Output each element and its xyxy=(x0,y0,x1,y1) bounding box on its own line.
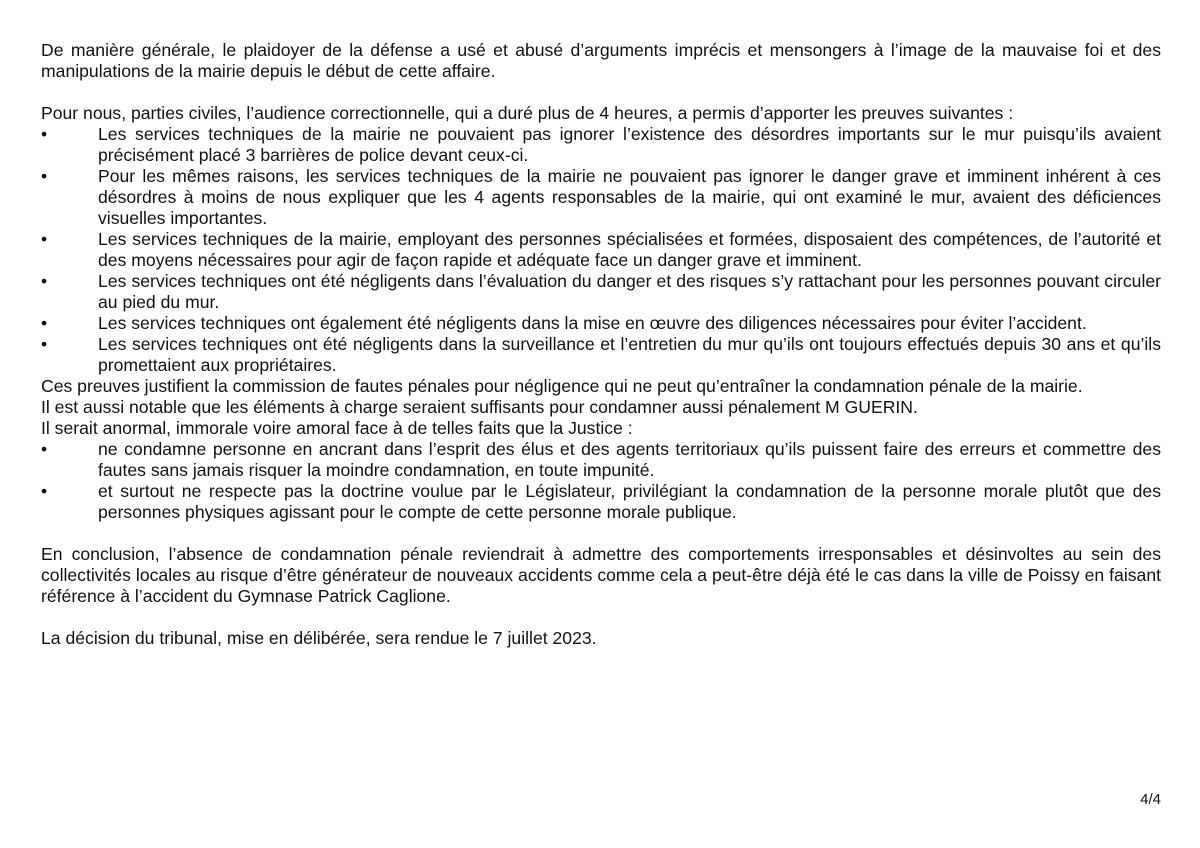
paragraph-spacing xyxy=(41,82,1161,103)
page-number: 4/4 xyxy=(1140,791,1161,808)
bullet-icon: • xyxy=(41,229,48,249)
evidence-item xyxy=(41,124,1161,166)
evidence-item xyxy=(41,334,1161,376)
justice-item xyxy=(41,439,1161,481)
intro-paragraph: De manière générale, le plaidoyer de la défense a usé et abusé d’arguments imprécis et mensongers à l’image de la mauvaise foi et des manipulations de la mairie depuis le début de cette affaire. xyxy=(41,40,1161,81)
proof-conclusion: Ces preuves justifient la commission de fautes pénales pour négligence qui ne peut qu’entraîner la condamnation pénale de la mairie. xyxy=(41,376,1083,396)
evidence-item xyxy=(41,229,1161,271)
bullet-icon: • xyxy=(41,124,48,144)
conclusion-paragraph: En conclusion, l’absence de condamnation pénale reviendrait à admettre des comportements irresponsables et désinvoltes au sein des collectivités locales au risque d’être générateur de nouveaux accidents comme cela a peut-être déjà été le cas dans la ville de Poissy en faisant référence à l’accident du Gymnase Patrick Caglione. xyxy=(41,544,1161,606)
bullet-icon: • xyxy=(41,439,48,459)
justice-item-text: et surtout ne respecte pas la doctrine voulue par le Législateur, privilégiant la condamnation de la personne morale plutôt que des personnes physiques agissant pour le compte de cette personne morale publique. xyxy=(98,481,1161,522)
evidence-list xyxy=(41,124,1161,376)
evidence-item-text: Pour les mêmes raisons, les services techniques de la mairie ne pouvaient pas ignorer le danger grave et imminent inhérent à ces désordres à moins de nous expliquer que les 4 agents responsables de la mairie, qui ont examiné le mur, avaient des déficiences visuelles importantes. xyxy=(98,166,1161,228)
decision-paragraph: La décision du tribunal, mise en délibérée, sera rendue le 7 juillet 2023. xyxy=(41,628,597,648)
bullet-icon: • xyxy=(41,481,48,501)
document-page xyxy=(41,40,1161,649)
evidence-item xyxy=(41,313,1161,334)
abnormal-intro: Il serait anormal, immorale voire amoral face à de telles faits que la Justice : xyxy=(41,418,633,438)
evidence-item xyxy=(41,166,1161,229)
justice-list xyxy=(41,439,1161,523)
notable-statement: Il est aussi notable que les éléments à charge seraient suffisants pour condamner aussi pénalement M GUERIN. xyxy=(41,397,918,417)
bullet-icon: • xyxy=(41,313,48,333)
evidence-intro: Pour nous, parties civiles, l’audience correctionnelle, qui a duré plus de 4 heures, a permis d’apporter les preuves suivantes : xyxy=(41,103,1014,123)
paragraph-spacing xyxy=(41,523,1161,544)
bullet-icon: • xyxy=(41,334,48,354)
evidence-item-text: Les services techniques de la mairie ne pouvaient pas ignorer l’existence des désordres importants sur le mur puisqu’ils avaient précisément placé 3 barrières de police devant ceux-ci. xyxy=(98,124,1161,165)
evidence-item-text: Les services techniques de la mairie, employant des personnes spécialisées et formées, disposaient des compétences, de l’autorité et des moyens nécessaires pour agir de façon rapide et adéquate face un danger grave et imminent. xyxy=(98,229,1161,270)
bullet-icon: • xyxy=(41,271,48,291)
evidence-item-text: Les services techniques ont été négligents dans l’évaluation du danger et des risques s’y rattachant pour les personnes pouvant circuler au pied du mur. xyxy=(98,271,1161,312)
justice-item xyxy=(41,481,1161,523)
justice-item-text: ne condamne personne en ancrant dans l’esprit des élus et des agents territoriaux qu’ils puissent faire des erreurs et commettre des fautes sans jamais risquer la moindre condamnation, en toute impunité. xyxy=(98,439,1161,480)
evidence-item-text: Les services techniques ont été négligents dans la surveillance et l’entretien du mur qu’ils ont toujours effectués depuis 30 ans et qu’ils promettaient aux propriétaires. xyxy=(98,334,1161,375)
evidence-item-text: Les services techniques ont également été négligents dans la mise en œuvre des diligences nécessaires pour éviter l’accident. xyxy=(98,313,1087,333)
bullet-icon: • xyxy=(41,166,48,186)
paragraph-spacing xyxy=(41,607,1161,628)
evidence-item xyxy=(41,271,1161,313)
